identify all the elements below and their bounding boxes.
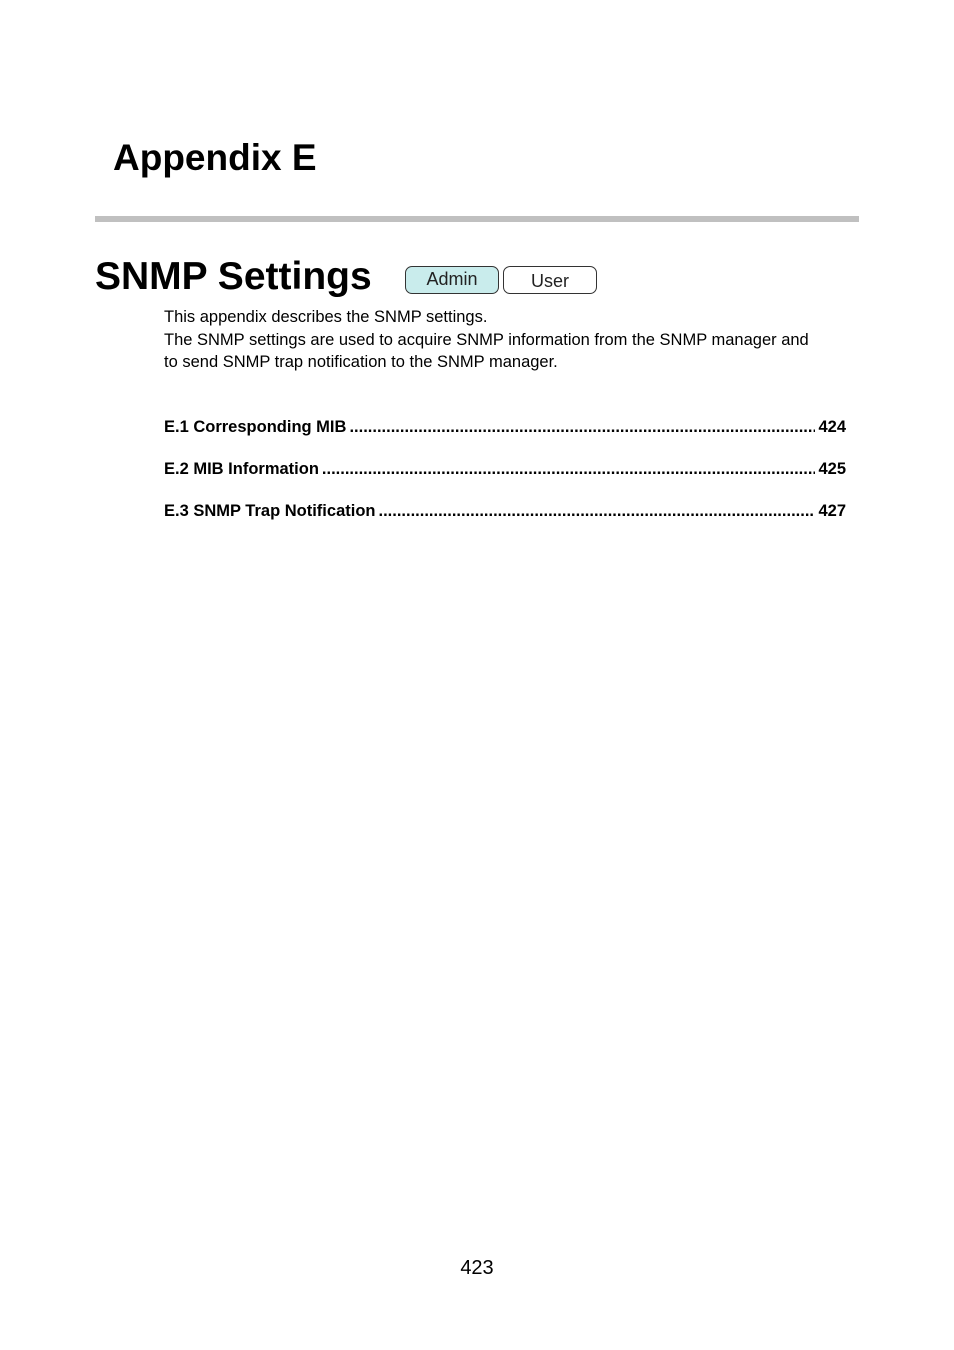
toc-entry-page: 424 — [818, 418, 846, 436]
toc-entry-label: E.1 Corresponding MIB — [164, 418, 347, 436]
table-of-contents — [164, 416, 846, 542]
appendix-title: Appendix E — [113, 137, 317, 178]
toc-entry-snmp-trap-notification[interactable] — [164, 500, 846, 542]
toc-leader-dots — [349, 416, 815, 438]
toc-entry-page: 427 — [818, 502, 846, 520]
toc-leader-dots — [322, 458, 816, 480]
toc-entry-mib-information[interactable] — [164, 458, 846, 500]
intro-text — [164, 306, 864, 374]
toc-entry-page: 425 — [818, 460, 846, 478]
title-divider — [95, 216, 859, 222]
intro-line: This appendix describes the SNMP settings. — [164, 308, 488, 326]
toc-entry-corresponding-mib[interactable] — [164, 416, 846, 458]
page-number: 423 — [460, 1257, 494, 1279]
toc-entry-label: E.3 SNMP Trap Notification — [164, 502, 376, 520]
page-title: SNMP Settings — [95, 255, 372, 298]
intro-line: to send SNMP trap notification to the SNMP manager. — [164, 353, 558, 371]
intro-line: The SNMP settings are used to acquire SNMP information from the SNMP manager and — [164, 330, 809, 349]
user-badge: User — [503, 266, 597, 294]
toc-leader-dots — [378, 500, 815, 522]
admin-badge: Admin — [405, 266, 499, 294]
toc-entry-label: E.2 MIB Information — [164, 460, 319, 478]
